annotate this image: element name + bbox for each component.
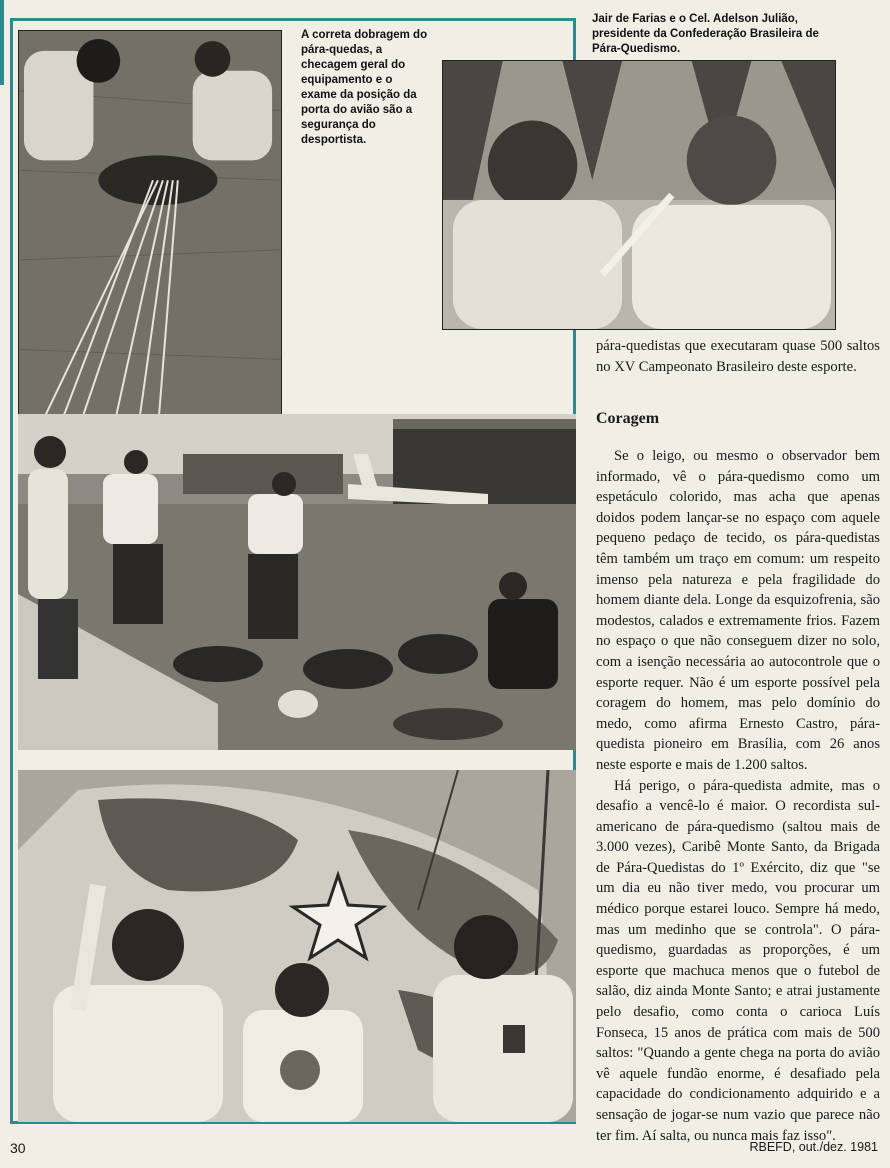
airfield-parachutists-photo <box>18 414 576 750</box>
caption-interview: Jair de Farias e o Cel. Adelson Julião, presidente da Confederação Brasileira de Pára-Quedismo. <box>592 13 819 55</box>
body-paragraph-1: Se o leigo, ou mesmo o observador bem informado, vê o pára-quedismo como um espetáculo colorido, mas acha que apenas doidos podem lançar-se no espaço com aquele pequeno pedaço de tecido, os pára-quedistas têm também um traço em comum: um respeito imenso pela natureza e pela fragilidade do homem diante dela. Longe da esquizofrenia, são modestos, calados e extremamente frios. Fazem no espaço o que não conseguem dizer no solo, com a isenção necessária ao autocontrole que o esporte requer. Não é um esporte possível pela coragem do homem, mas pelo domínio do medo, como afirma Ernesto Castro, pára-quedista pioneiro em Brasília, com 26 anos neste esporte e mais de 1.200 saltos. <box>596 448 880 773</box>
body-paragraph-2: Há perigo, o pára-quedista admite, mas o desafio a vencê-lo é maior. O recordista sul-americano de pára-quedismo (saltou mais de 3.000 vezes), Caribê Monte Santo, da Brigada de Pára-Quedistas do 1º Exército, diz que "se um dia eu não tiver medo, vou procurar um médico porque estarei louco. Sempre há medo, mas um medinho que se controla". O pára-quedismo, guardadas as proporções, é um esporte que machuca menos que o futebol de salão, diz ainda Monte Santo; e atrai justamente pelo desafio, como conta o carioca Luís Fonseca, 15 anos de prática com mais de 500 saltos: "Quando a gente chega na porta do avião vê aquele fundão enorme, é desafiado pela capacidade do condicionamento adquirido e a sensação de jogar-se num vazio que parece não ter fim. Aí salta, ou nunca mais faz isso". <box>596 777 880 1144</box>
margin-accent-bar <box>0 0 4 85</box>
page-number: 30 <box>10 1140 26 1156</box>
interview-photo <box>442 60 836 330</box>
publication-info: RBEFD, out./dez. 1981 <box>749 1140 878 1154</box>
lead-paragraph: pára-quedistas que executaram quase 500 saltos no XV Campeonato Brasileiro deste esporte. <box>596 338 880 375</box>
parachute-folding-photo <box>18 30 282 436</box>
article-lead <box>596 336 880 377</box>
article-body <box>596 446 880 1146</box>
section-heading: Coragem <box>596 410 660 427</box>
caption-folding: A correta dobragem do pára-quedas, a checagem geral do equipamento e o exame da posição da porta do avião são a segurança do desportista. <box>301 29 428 146</box>
aircraft-door-photo <box>18 770 576 1122</box>
